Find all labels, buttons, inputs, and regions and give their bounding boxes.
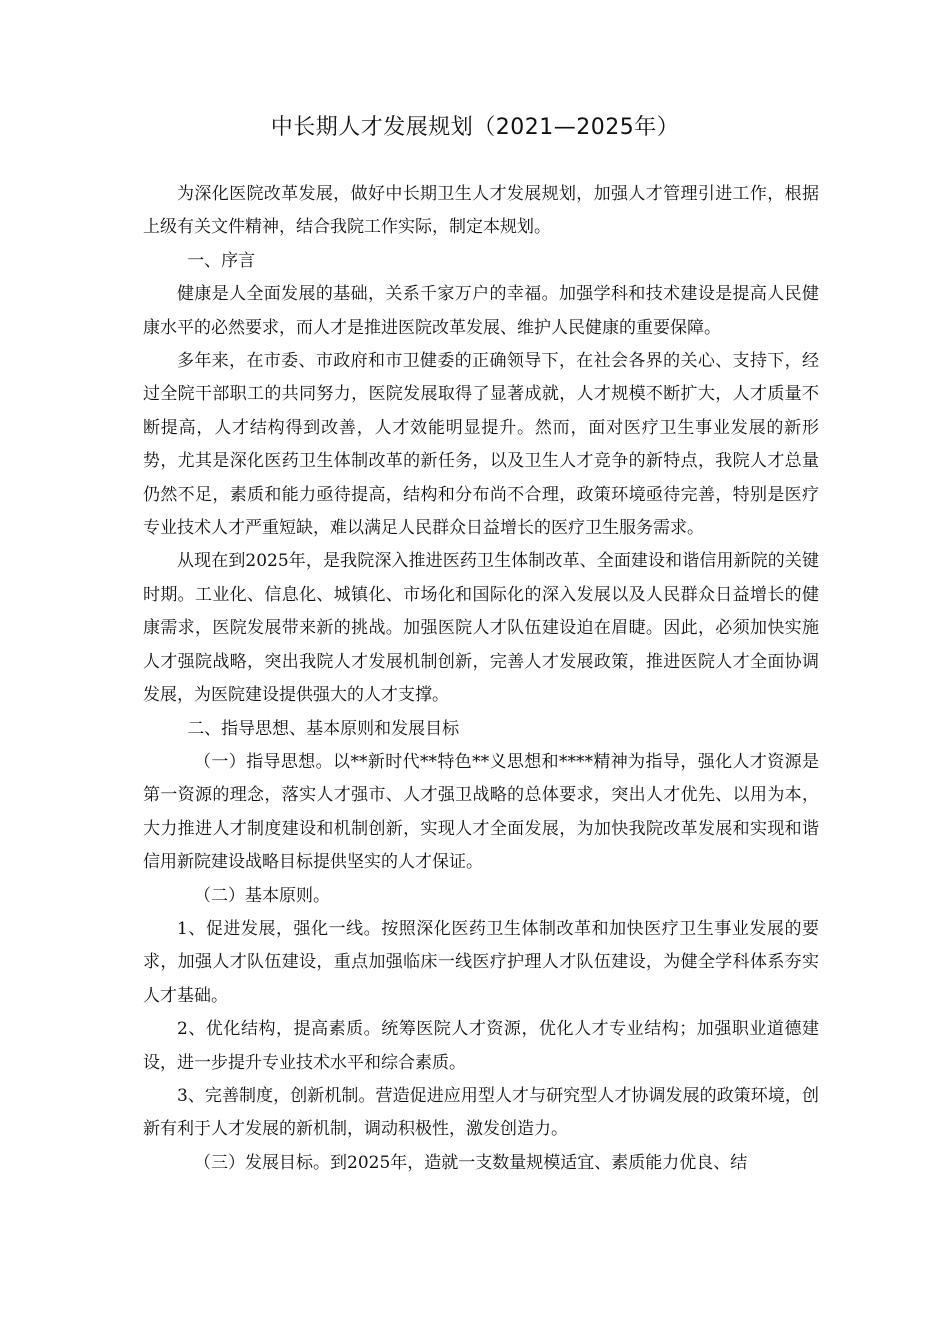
principle-3-paragraph: 3、完善制度，创新机制。营造促进应用型人才与研究型人才协调发展的政策环境，创新有利于人才发展的新机制，调动积极性，激发创造力。 bbox=[143, 1085, 819, 1140]
principle-2-paragraph: 2、优化结构，提高素质。统筹医院人才资源，优化人才专业结构；加强职业道德建设，进一步提升专业技术水平和综合素质。 bbox=[143, 1019, 819, 1073]
guiding-thought-paragraph: （一）指导思想。以**新时代**特色**义思想和****精神为指导，强化人才资源是第一资源的理念，落实人才强市、人才强卫战略的总体要求，突出人才优先、以用为本，大力推进人才制度建设和机制创新，实现人才全面发展，为加快我院改革发展和实现和谐信用新院建设战略目标提供坚实的人才保证。 bbox=[143, 751, 819, 873]
preface-paragraph-1: 健康是人全面发展的基础，关系千家万户的幸福。加强学科和技术建设是提高人民健康水平的必然要求，而人才是推进医院改革发展、维护人民健康的重要保障。 bbox=[143, 284, 819, 338]
document-title: 中长期人才发展规划（2021—2025年） bbox=[270, 115, 680, 140]
intro-paragraph: 为深化医院改革发展，做好中长期卫生人才发展规划，加强人才管理引进工作，根据上级有关文件精神，结合我院工作实际，制定本规划。 bbox=[143, 184, 819, 238]
development-goals-paragraph: （三）发展目标。到2025年，造就一支数量规模适宜、素质能力优良、结 bbox=[194, 1152, 748, 1173]
principles-heading: （二）基本原则。 bbox=[194, 885, 330, 906]
section-heading-guidelines: 二、指导思想、基本原则和发展目标 bbox=[187, 718, 460, 739]
section-heading-preface: 一、序言 bbox=[187, 250, 256, 271]
principle-1-paragraph: 1、促进发展，强化一线。按照深化医药卫生体制改革和加快医疗卫生事业发展的要求，加强人才队伍建设，重点加强临床一线医疗护理人才队伍建设，为健全学科体系夯实人才基础。 bbox=[143, 918, 819, 1006]
preface-paragraph-2: 多年来，在市委、市政府和市卫健委的正确领导下，在社会各界的关心、支持下，经过全院干部职工的共同努力，医院发展取得了显著成就，人才规模不断扩大，人才质量不断提高，人才结构得到改善，人才效能明显提升。然而，面对医疗卫生事业发展的新形势，尤其是深化医药卫生体制改革的新任务，以及卫生人才竞争的新特点，我院人才总量仍然不足，素质和能力亟待提高，结构和分布尚不合理，政策环境亟待完善，特别是医疗专业技术人才严重短缺，难以满足人民群众日益增长的医疗卫生服务需求。 bbox=[143, 351, 819, 539]
document-body bbox=[143, 178, 819, 1180]
preface-paragraph-3: 从现在到2025年，是我院深入推进医药卫生体制改革、全面建设和谐信用新院的关键时期。工业化、信息化、城镇化、市场化和国际化的深入发展以及人民群众日益增长的健康需求，医院发展带来新的挑战。加强医院人才队伍建设迫在眉睫。因此，必须加快实施人才强院战略，突出我院人才发展机制创新，完善人才发展政策，推进医院人才全面协调发展，为医院建设提供强大的人才支撑。 bbox=[143, 551, 819, 706]
